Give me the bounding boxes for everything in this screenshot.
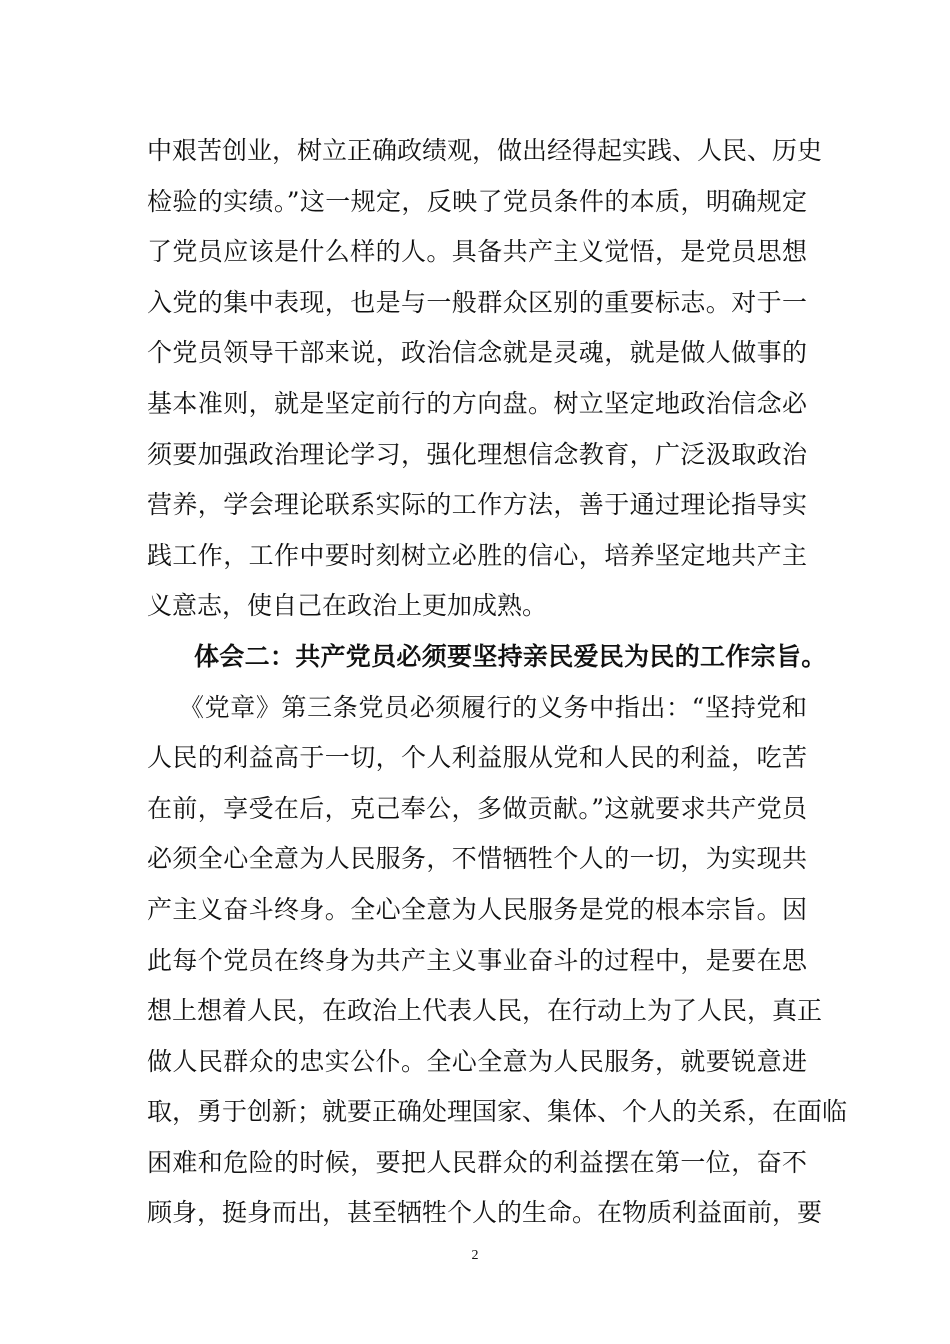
text-line: 必须全心全意为人民服务，不惜牺牲个人的一切，为实现共	[147, 844, 807, 874]
text-line: 践工作，工作中要时刻树立必胜的信心，培养坚定地共产主	[147, 540, 807, 570]
text-line: 须要加强政治理论学习，强化理想信念教育，广泛汲取政治	[147, 439, 807, 469]
text-line: 个党员领导干部来说，政治信念就是灵魂，就是做人做事的	[147, 338, 807, 368]
text-line: 了党员应该是什么样的人。具备共产主义觉悟，是党员思想	[147, 237, 807, 267]
text-line: 人民的利益高于一切，个人利益服从党和人民的利益，吃苦	[147, 743, 807, 773]
text-line: 想上想着人民，在政治上代表人民，在行动上为了人民，真正	[147, 996, 823, 1026]
text-line: 困难和危险的时候，要把人民群众的利益摆在第一位，奋不	[147, 1147, 807, 1177]
text-line: 取，勇于创新；就要正确处理国家、集体、个人的关系，在面临	[147, 1097, 848, 1127]
text-line: 入党的集中表现，也是与一般群众区别的重要标志。对于一	[147, 287, 807, 317]
text-line: 营养，学会理论联系实际的工作方法，善于通过理论指导实	[147, 490, 807, 520]
text-line: 顾身，挺身而出，甚至牺牲个人的生命。在物质利益面前，要	[147, 1198, 823, 1228]
section-heading: 体会二：共产党员必须要坚持亲民爱民为民的工作宗旨。	[194, 641, 827, 671]
text-line: 产主义奋斗终身。全心全意为人民服务是党的根本宗旨。因	[147, 894, 807, 924]
body-text	[147, 126, 848, 1239]
text-line: 检验的实绩。”这一规定，反映了党员条件的本质，明确规定	[147, 186, 807, 216]
text-line: 基本准则，就是坚定前行的方向盘。树立坚定地政治信念必	[147, 388, 807, 418]
text-line: 在前，享受在后，克己奉公，多做贡献。”这就要求共产党员	[147, 793, 807, 823]
page-number: 2	[471, 1248, 479, 1263]
text-line: 中艰苦创业，树立正确政绩观，做出经得起实践、人民、历史	[147, 136, 823, 165]
text-line: 《党章》第三条党员必须履行的义务中指出：“坚持党和	[179, 692, 807, 722]
text-line: 义意志，使自己在政治上更加成熟。	[147, 591, 548, 621]
text-line: 此每个党员在终身为共产主义事业奋斗的过程中，是要在思	[147, 945, 807, 975]
text-line: 做人民群众的忠实公仆。全心全意为人民服务，就要锐意进	[147, 1046, 807, 1076]
